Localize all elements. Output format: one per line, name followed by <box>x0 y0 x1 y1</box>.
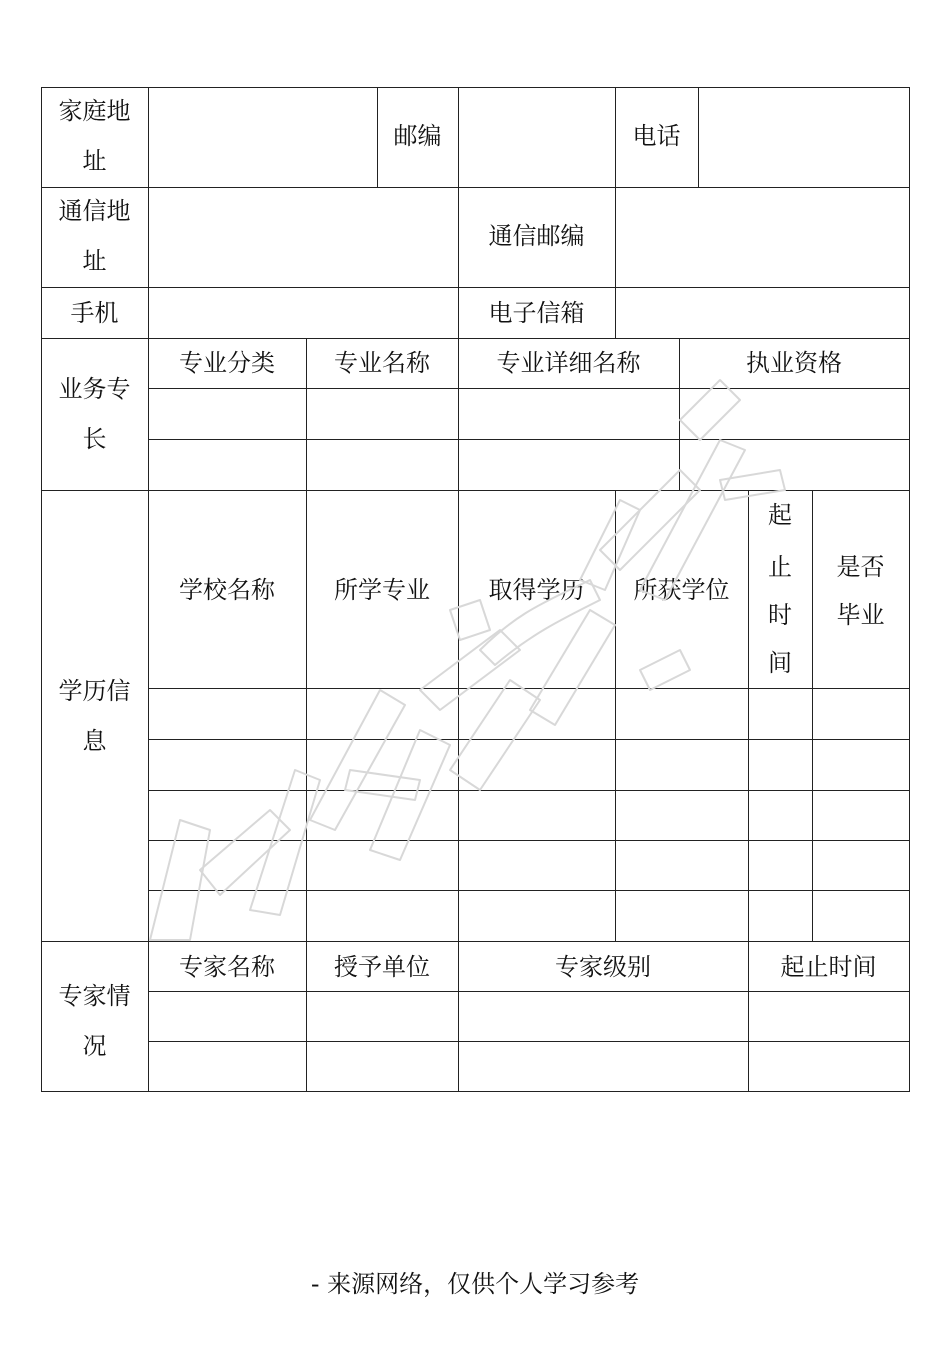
grid-line <box>148 890 910 891</box>
specialty-cell[interactable] <box>460 441 678 489</box>
footer-note: - 来源网络，仅供个人学习参考 <box>310 1270 640 1298</box>
education-cell[interactable] <box>750 892 811 939</box>
education-header-graduated-1: 是否 <box>836 553 885 581</box>
education-cell[interactable] <box>617 741 747 788</box>
education-cell[interactable] <box>460 690 614 737</box>
specialty-header-qualification: 执业资格 <box>746 349 842 377</box>
grid-line <box>615 490 616 941</box>
education-cell[interactable] <box>150 741 305 788</box>
education-header-period-1: 起 <box>768 501 792 529</box>
education-cell[interactable] <box>750 690 811 737</box>
education-cell[interactable] <box>814 892 908 939</box>
education-cell[interactable] <box>308 892 457 939</box>
home-address-label-line1: 家庭地 <box>58 97 131 125</box>
expert-header-grantor: 授予单位 <box>334 953 430 981</box>
education-header-period-4: 间 <box>768 649 792 677</box>
specialty-cell[interactable] <box>308 390 457 438</box>
specialty-label-line1: 业务专 <box>58 375 131 403</box>
specialty-label-line2: 长 <box>82 425 107 453</box>
education-cell[interactable] <box>460 892 614 939</box>
education-header-degree: 所获学位 <box>633 576 730 604</box>
expert-cell[interactable] <box>460 1043 747 1090</box>
education-cell[interactable] <box>750 741 811 788</box>
expert-cell[interactable] <box>308 1043 457 1090</box>
education-header-period-3: 时 <box>768 601 792 629</box>
education-cell[interactable] <box>750 842 811 889</box>
expert-cell[interactable] <box>750 993 908 1040</box>
education-cell[interactable] <box>308 741 457 788</box>
education-header-degree-level: 取得学历 <box>488 576 585 604</box>
education-cell[interactable] <box>750 792 811 839</box>
expert-cell[interactable] <box>460 993 747 1040</box>
expert-header-level: 专家级别 <box>555 953 651 981</box>
grid-line <box>41 1091 910 1092</box>
expert-cell[interactable] <box>150 1043 305 1090</box>
expert-cell[interactable] <box>750 1043 908 1090</box>
education-cell[interactable] <box>617 892 747 939</box>
mail-address-label-line2: 址 <box>82 247 107 275</box>
grid-line <box>41 87 910 88</box>
mail-address-field[interactable] <box>150 189 457 286</box>
education-cell[interactable] <box>814 690 908 737</box>
grid-line <box>909 87 910 1092</box>
expert-cell[interactable] <box>308 993 457 1040</box>
specialty-cell[interactable] <box>150 441 305 489</box>
specialty-cell[interactable] <box>460 390 678 438</box>
mail-postcode-label: 通信邮编 <box>488 222 585 250</box>
education-header-school: 学校名称 <box>179 576 275 604</box>
grid-line <box>148 688 910 689</box>
education-cell[interactable] <box>460 741 614 788</box>
specialty-cell[interactable] <box>681 441 908 489</box>
education-header-graduated-2: 毕业 <box>836 601 885 629</box>
expert-cell[interactable] <box>150 993 305 1040</box>
phone-field[interactable] <box>700 89 908 186</box>
specialty-header-category: 专业分类 <box>179 349 275 377</box>
grid-line <box>306 490 307 941</box>
mail-address-label-line1: 通信地 <box>58 197 131 225</box>
grid-line <box>148 439 910 440</box>
education-header-major: 所学专业 <box>334 576 430 604</box>
grid-line <box>615 187 616 338</box>
email-label: 电子信箱 <box>488 299 585 327</box>
grid-line <box>148 1041 910 1042</box>
education-cell[interactable] <box>617 842 747 889</box>
email-field[interactable] <box>617 289 908 337</box>
specialty-cell[interactable] <box>681 390 908 438</box>
education-cell[interactable] <box>617 792 747 839</box>
grid-line <box>458 490 459 941</box>
specialty-cell[interactable] <box>150 390 305 438</box>
mobile-field[interactable] <box>150 289 457 337</box>
expert-header-period: 起止时间 <box>780 953 877 981</box>
grid-line <box>148 840 910 841</box>
education-cell[interactable] <box>814 792 908 839</box>
home-address-field[interactable] <box>150 89 376 186</box>
education-cell[interactable] <box>814 741 908 788</box>
education-cell[interactable] <box>150 892 305 939</box>
grid-line <box>148 739 910 740</box>
grid-line <box>458 87 459 187</box>
education-label-line2: 息 <box>82 727 107 755</box>
education-cell[interactable] <box>150 690 305 737</box>
postcode-label: 邮编 <box>393 122 442 150</box>
education-cell[interactable] <box>150 842 305 889</box>
grid-line <box>41 187 910 188</box>
mobile-label: 手机 <box>70 299 119 327</box>
education-cell[interactable] <box>308 792 457 839</box>
education-cell[interactable] <box>814 842 908 889</box>
education-label-line1: 学历信 <box>58 677 131 705</box>
expert-header-name: 专家名称 <box>179 953 275 981</box>
education-cell[interactable] <box>150 792 305 839</box>
specialty-header-name: 专业名称 <box>334 349 430 377</box>
mail-postcode-field[interactable] <box>617 189 908 286</box>
postcode-field[interactable] <box>460 89 614 186</box>
grid-line <box>148 790 910 791</box>
education-header-period-2: 止 <box>768 553 792 581</box>
education-cell[interactable] <box>617 690 747 737</box>
phone-label: 电话 <box>632 122 681 150</box>
grid-line <box>698 87 699 187</box>
education-cell[interactable] <box>308 690 457 737</box>
education-cell[interactable] <box>460 792 614 839</box>
expert-label-line1: 专家情 <box>58 982 131 1010</box>
grid-line <box>148 388 910 389</box>
education-cell[interactable] <box>308 842 457 889</box>
specialty-cell[interactable] <box>308 441 457 489</box>
specialty-header-detail: 专业详细名称 <box>496 349 641 377</box>
home-address-label-line2: 址 <box>82 147 107 175</box>
education-cell[interactable] <box>460 842 614 889</box>
expert-label-line2: 况 <box>82 1032 107 1060</box>
